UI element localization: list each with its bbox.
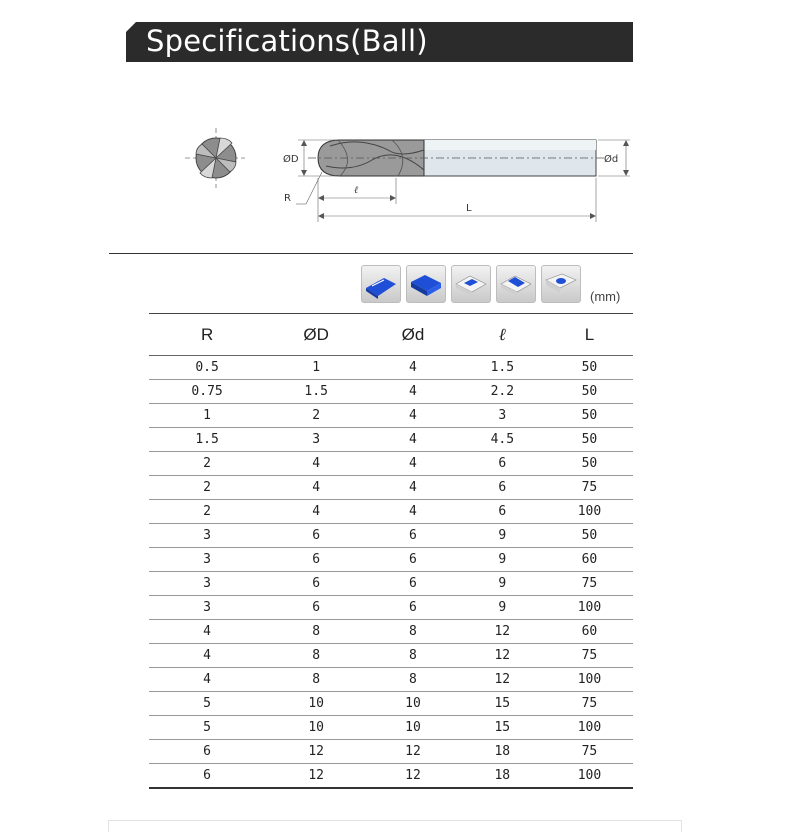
table-cell: 6 — [459, 500, 546, 524]
table-row — [149, 500, 633, 524]
table-row — [149, 620, 633, 644]
table-cell: 9 — [459, 572, 546, 596]
table-cell: 2.2 — [459, 380, 546, 404]
table-cell: 6 — [367, 548, 459, 572]
table-cell: 1 — [149, 404, 265, 428]
column-header-D: ØD — [265, 314, 367, 356]
table-cell: 10 — [265, 692, 367, 716]
table-cell: 12 — [459, 644, 546, 668]
table-cell: 4 — [149, 668, 265, 692]
side-milling-icon — [406, 265, 446, 303]
table-cell: 0.75 — [149, 380, 265, 404]
table-cell: 4.5 — [459, 428, 546, 452]
table-cell: 75 — [546, 644, 633, 668]
table-cell: 3 — [149, 596, 265, 620]
table-cell: 15 — [459, 716, 546, 740]
table-cell: 50 — [546, 356, 633, 380]
table-cell: 4 — [265, 452, 367, 476]
table-cell: 75 — [546, 740, 633, 764]
table-cell: 6 — [149, 764, 265, 789]
table-cell: 50 — [546, 404, 633, 428]
table-cell: 4 — [367, 452, 459, 476]
table-row — [149, 668, 633, 692]
column-header-R: R — [149, 314, 265, 356]
table-cell: 50 — [546, 380, 633, 404]
table-cell: 12 — [367, 740, 459, 764]
table-row — [149, 644, 633, 668]
table-cell: 75 — [546, 572, 633, 596]
table-cell: 4 — [367, 356, 459, 380]
table-cell: 100 — [546, 716, 633, 740]
table-cell: 100 — [546, 668, 633, 692]
table-cell: 5 — [149, 716, 265, 740]
table-cell: 3 — [149, 572, 265, 596]
table-cell: 0.5 — [149, 356, 265, 380]
table-row — [149, 764, 633, 789]
table-row — [149, 548, 633, 572]
table-cell: 1.5 — [459, 356, 546, 380]
table-body — [149, 356, 633, 789]
table-cell: 3 — [265, 428, 367, 452]
radius-R-label: R — [284, 193, 291, 204]
table-cell: 12 — [265, 740, 367, 764]
table-cell: 8 — [265, 668, 367, 692]
table-row — [149, 356, 633, 380]
table-header-row — [149, 314, 633, 356]
table-cell: 6 — [265, 548, 367, 572]
table-row — [149, 572, 633, 596]
table-cell: 6 — [149, 740, 265, 764]
table-cell: 5 — [149, 692, 265, 716]
table-cell: 4 — [149, 644, 265, 668]
section-divider — [109, 253, 633, 254]
table-cell: 8 — [367, 668, 459, 692]
page-title: Specifications(Ball) — [146, 24, 428, 58]
table-cell: 6 — [367, 524, 459, 548]
table-cell: 50 — [546, 452, 633, 476]
table-row — [149, 740, 633, 764]
profiling-icon — [451, 265, 491, 303]
specifications-table — [149, 313, 633, 789]
bottom-panel-edge — [109, 821, 681, 832]
plunging-icon — [541, 265, 581, 303]
table-cell: 100 — [546, 500, 633, 524]
table-cell: 50 — [546, 524, 633, 548]
table-cell: 3 — [149, 548, 265, 572]
table-cell: 8 — [265, 620, 367, 644]
unit-label: (mm) — [590, 289, 621, 304]
table-cell: 10 — [367, 692, 459, 716]
table-cell: 6 — [265, 596, 367, 620]
diameter-d-label: Ød — [604, 154, 619, 165]
table-cell: 60 — [546, 620, 633, 644]
flute-length-label: ℓ — [354, 185, 359, 196]
table-cell: 4 — [265, 500, 367, 524]
table-cell: 9 — [459, 548, 546, 572]
table-cell: 75 — [546, 476, 633, 500]
table-cell: 2 — [265, 404, 367, 428]
table-cell: 10 — [367, 716, 459, 740]
table-row — [149, 452, 633, 476]
table-cell: 75 — [546, 692, 633, 716]
table-cell: 8 — [367, 620, 459, 644]
table-cell: 2 — [149, 452, 265, 476]
table-row — [149, 596, 633, 620]
table-row — [149, 524, 633, 548]
table-cell: 4 — [367, 476, 459, 500]
side-view-diagram — [283, 140, 630, 222]
table-cell: 2 — [149, 500, 265, 524]
table-cell: 6 — [265, 572, 367, 596]
overall-length-label: L — [466, 203, 472, 214]
column-header-L: L — [546, 314, 633, 356]
table-cell: 60 — [546, 548, 633, 572]
table-cell: 4 — [265, 476, 367, 500]
table-cell: 4 — [367, 380, 459, 404]
table-row — [149, 428, 633, 452]
table-cell: 6 — [367, 572, 459, 596]
table-cell: 9 — [459, 596, 546, 620]
table-cell: 12 — [367, 764, 459, 789]
table-cell: 3 — [459, 404, 546, 428]
table-cell: 12 — [265, 764, 367, 789]
table-cell: 9 — [459, 524, 546, 548]
column-header-l: ℓ — [459, 314, 546, 356]
table-cell: 4 — [149, 620, 265, 644]
table-row — [149, 476, 633, 500]
table-cell: 4 — [367, 404, 459, 428]
end-mill-drawing — [0, 0, 790, 240]
table-cell: 12 — [459, 668, 546, 692]
table-row — [149, 716, 633, 740]
table-cell: 18 — [459, 740, 546, 764]
table-cell: 1.5 — [265, 380, 367, 404]
table-cell: 4 — [367, 428, 459, 452]
table-row — [149, 404, 633, 428]
table-cell: 2 — [149, 476, 265, 500]
end-view-diagram — [185, 128, 245, 188]
table-cell: 6 — [265, 524, 367, 548]
table-cell: 100 — [546, 596, 633, 620]
column-header-d: Ød — [367, 314, 459, 356]
table-row — [149, 692, 633, 716]
table-cell: 6 — [459, 476, 546, 500]
table-cell: 100 — [546, 764, 633, 789]
table-cell: 10 — [265, 716, 367, 740]
table-cell: 6 — [367, 596, 459, 620]
diameter-D-label: ØD — [283, 154, 299, 165]
slotting-icon — [361, 265, 401, 303]
table-cell: 12 — [459, 620, 546, 644]
table-cell: 50 — [546, 428, 633, 452]
table-cell: 8 — [367, 644, 459, 668]
table-row — [149, 380, 633, 404]
table-cell: 18 — [459, 764, 546, 789]
table-cell: 1.5 — [149, 428, 265, 452]
table-cell: 6 — [459, 452, 546, 476]
table-cell: 3 — [149, 524, 265, 548]
table-cell: 1 — [265, 356, 367, 380]
pocketing-icon — [496, 265, 536, 303]
table-cell: 8 — [265, 644, 367, 668]
table-cell: 15 — [459, 692, 546, 716]
table-cell: 4 — [367, 500, 459, 524]
